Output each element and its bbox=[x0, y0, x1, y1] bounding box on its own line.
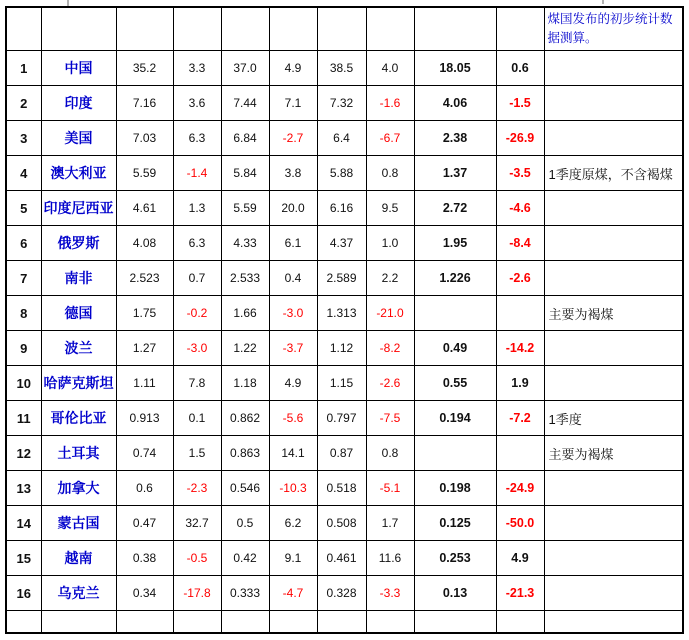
table-row bbox=[6, 51, 683, 86]
table-row bbox=[6, 401, 683, 436]
note-cell[interactable] bbox=[544, 51, 683, 86]
table-row bbox=[6, 471, 683, 506]
value-cell[interactable]: 0.6 bbox=[116, 471, 173, 506]
value-cell[interactable]: 4.61 bbox=[116, 191, 173, 226]
table-row bbox=[6, 296, 683, 331]
note-cell[interactable] bbox=[544, 471, 683, 506]
value-cell[interactable]: 35.2 bbox=[116, 51, 173, 86]
coal-production-table bbox=[5, 6, 684, 634]
value-cell[interactable]: -8.4 bbox=[496, 226, 544, 261]
note-cell[interactable] bbox=[544, 261, 683, 296]
value-cell[interactable]: 0.49 bbox=[414, 331, 496, 366]
value-cell[interactable]: 1.37 bbox=[414, 156, 496, 191]
table-row bbox=[6, 156, 683, 191]
value-cell[interactable]: 0.87 bbox=[317, 436, 366, 471]
note-cell[interactable] bbox=[544, 331, 683, 366]
note-cell[interactable] bbox=[544, 506, 683, 541]
value-cell[interactable]: 7.44 bbox=[221, 86, 269, 121]
value-cell[interactable]: 1.226 bbox=[414, 261, 496, 296]
value-cell[interactable]: 0.253 bbox=[414, 541, 496, 576]
table-body bbox=[6, 7, 683, 633]
country-cell[interactable]: 蒙古国 bbox=[41, 506, 116, 541]
header-cell[interactable] bbox=[221, 7, 269, 51]
value-cell[interactable]: 0.863 bbox=[221, 436, 269, 471]
value-cell[interactable]: 32.7 bbox=[173, 506, 221, 541]
row-index-cell[interactable]: 11 bbox=[6, 401, 41, 436]
value-cell[interactable]: 1.75 bbox=[116, 296, 173, 331]
value-cell[interactable]: -14.2 bbox=[496, 331, 544, 366]
value-cell[interactable]: -3.0 bbox=[173, 331, 221, 366]
value-cell[interactable]: 0.5 bbox=[221, 506, 269, 541]
value-cell[interactable]: 4.06 bbox=[414, 86, 496, 121]
header-note-cell[interactable]: 煤国发布的初步统计数据测算。 bbox=[544, 7, 683, 51]
empty-cell[interactable] bbox=[41, 611, 116, 633]
column-divider-artifact bbox=[602, 0, 604, 4]
value-cell[interactable]: 0.862 bbox=[221, 401, 269, 436]
value-cell[interactable]: 1.9 bbox=[496, 366, 544, 401]
value-cell[interactable]: 1.5 bbox=[173, 436, 221, 471]
country-cell[interactable]: 中国 bbox=[41, 51, 116, 86]
value-cell[interactable]: 0.6 bbox=[496, 51, 544, 86]
value-cell[interactable]: 4.9 bbox=[269, 366, 317, 401]
value-cell[interactable]: 0.47 bbox=[116, 506, 173, 541]
country-cell[interactable]: 加拿大 bbox=[41, 471, 116, 506]
country-cell[interactable]: 波兰 bbox=[41, 331, 116, 366]
header-cell[interactable] bbox=[269, 7, 317, 51]
note-cell[interactable] bbox=[544, 226, 683, 261]
country-cell[interactable]: 印度尼西亚 bbox=[41, 191, 116, 226]
table-row bbox=[6, 541, 683, 576]
country-cell[interactable]: 土耳其 bbox=[41, 436, 116, 471]
value-cell[interactable] bbox=[496, 296, 544, 331]
empty-cell[interactable] bbox=[173, 611, 221, 633]
value-cell[interactable]: 1.0 bbox=[366, 226, 414, 261]
country-cell[interactable]: 哈萨克斯坦 bbox=[41, 366, 116, 401]
value-cell[interactable]: 1.12 bbox=[317, 331, 366, 366]
header-cell[interactable] bbox=[173, 7, 221, 51]
value-cell[interactable]: 4.33 bbox=[221, 226, 269, 261]
country-cell[interactable]: 俄罗斯 bbox=[41, 226, 116, 261]
value-cell[interactable]: 14.1 bbox=[269, 436, 317, 471]
table-header-row bbox=[6, 7, 683, 51]
header-cell[interactable] bbox=[317, 7, 366, 51]
value-cell[interactable]: 4.08 bbox=[116, 226, 173, 261]
value-cell[interactable]: 0.333 bbox=[221, 576, 269, 611]
row-index-cell[interactable]: 6 bbox=[6, 226, 41, 261]
note-cell[interactable] bbox=[544, 541, 683, 576]
value-cell[interactable]: -10.3 bbox=[269, 471, 317, 506]
value-cell[interactable]: 1.7 bbox=[366, 506, 414, 541]
row-index-cell[interactable]: 3 bbox=[6, 121, 41, 156]
country-cell[interactable]: 澳大利亚 bbox=[41, 156, 116, 191]
value-cell[interactable]: 3.3 bbox=[173, 51, 221, 86]
value-cell[interactable]: 6.1 bbox=[269, 226, 317, 261]
value-cell[interactable]: 3.6 bbox=[173, 86, 221, 121]
value-cell[interactable]: 2.2 bbox=[366, 261, 414, 296]
value-cell[interactable]: -21.0 bbox=[366, 296, 414, 331]
value-cell[interactable]: 6.16 bbox=[317, 191, 366, 226]
value-cell[interactable]: 9.1 bbox=[269, 541, 317, 576]
value-cell[interactable]: 2.72 bbox=[414, 191, 496, 226]
note-cell[interactable] bbox=[544, 576, 683, 611]
value-cell[interactable]: -8.2 bbox=[366, 331, 414, 366]
value-cell[interactable]: -4.6 bbox=[496, 191, 544, 226]
value-cell[interactable]: 0.8 bbox=[366, 156, 414, 191]
empty-cell[interactable] bbox=[116, 611, 173, 633]
note-cell[interactable]: 主要为褐煤 bbox=[544, 436, 683, 471]
value-cell[interactable]: -26.9 bbox=[496, 121, 544, 156]
note-cell[interactable] bbox=[544, 86, 683, 121]
value-cell[interactable]: 0.194 bbox=[414, 401, 496, 436]
empty-cell[interactable] bbox=[366, 611, 414, 633]
header-cell[interactable] bbox=[116, 7, 173, 51]
value-cell[interactable]: 0.546 bbox=[221, 471, 269, 506]
value-cell[interactable]: 0.34 bbox=[116, 576, 173, 611]
value-cell[interactable]: 5.59 bbox=[221, 191, 269, 226]
value-cell[interactable]: 0.125 bbox=[414, 506, 496, 541]
row-index-cell[interactable]: 2 bbox=[6, 86, 41, 121]
value-cell[interactable]: 6.3 bbox=[173, 121, 221, 156]
value-cell[interactable]: -3.3 bbox=[366, 576, 414, 611]
value-cell[interactable]: 3.8 bbox=[269, 156, 317, 191]
value-cell[interactable]: 0.7 bbox=[173, 261, 221, 296]
value-cell[interactable]: 2.38 bbox=[414, 121, 496, 156]
value-cell[interactable]: 5.59 bbox=[116, 156, 173, 191]
value-cell[interactable]: 9.5 bbox=[366, 191, 414, 226]
table-row bbox=[6, 331, 683, 366]
value-cell[interactable]: 1.18 bbox=[221, 366, 269, 401]
row-index-cell[interactable]: 4 bbox=[6, 156, 41, 191]
value-cell[interactable]: -3.0 bbox=[269, 296, 317, 331]
value-cell[interactable]: 0.518 bbox=[317, 471, 366, 506]
value-cell[interactable]: 5.84 bbox=[221, 156, 269, 191]
country-cell[interactable]: 南非 bbox=[41, 261, 116, 296]
empty-cell[interactable] bbox=[496, 611, 544, 633]
value-cell[interactable]: 1.66 bbox=[221, 296, 269, 331]
note-cell[interactable] bbox=[544, 191, 683, 226]
header-cell[interactable] bbox=[414, 7, 496, 51]
value-cell[interactable]: -2.3 bbox=[173, 471, 221, 506]
value-cell[interactable]: 0.38 bbox=[116, 541, 173, 576]
row-index-cell[interactable]: 9 bbox=[6, 331, 41, 366]
table-row bbox=[6, 261, 683, 296]
row-index-cell[interactable]: 10 bbox=[6, 366, 41, 401]
value-cell[interactable]: -0.2 bbox=[173, 296, 221, 331]
value-cell[interactable]: 0.42 bbox=[221, 541, 269, 576]
value-cell[interactable]: 6.4 bbox=[317, 121, 366, 156]
value-cell[interactable]: 2.533 bbox=[221, 261, 269, 296]
value-cell[interactable]: 0.4 bbox=[269, 261, 317, 296]
value-cell[interactable]: 6.84 bbox=[221, 121, 269, 156]
value-cell[interactable]: -4.7 bbox=[269, 576, 317, 611]
empty-cell[interactable] bbox=[414, 611, 496, 633]
header-cell[interactable] bbox=[6, 7, 41, 51]
country-cell[interactable]: 美国 bbox=[41, 121, 116, 156]
country-cell[interactable]: 乌克兰 bbox=[41, 576, 116, 611]
value-cell[interactable]: 2.589 bbox=[317, 261, 366, 296]
partial-empty-row bbox=[6, 611, 683, 633]
note-cell[interactable]: 主要为褐煤 bbox=[544, 296, 683, 331]
note-cell[interactable]: 1季度 bbox=[544, 401, 683, 436]
empty-cell[interactable] bbox=[221, 611, 269, 633]
value-cell[interactable]: 0.461 bbox=[317, 541, 366, 576]
value-cell[interactable]: 7.8 bbox=[173, 366, 221, 401]
value-cell[interactable]: 38.5 bbox=[317, 51, 366, 86]
header-cell[interactable] bbox=[41, 7, 116, 51]
value-cell[interactable]: 4.9 bbox=[496, 541, 544, 576]
value-cell[interactable]: 6.3 bbox=[173, 226, 221, 261]
value-cell[interactable]: -7.5 bbox=[366, 401, 414, 436]
note-cell[interactable] bbox=[544, 366, 683, 401]
value-cell[interactable]: 1.11 bbox=[116, 366, 173, 401]
note-cell[interactable] bbox=[544, 121, 683, 156]
value-cell[interactable]: 7.16 bbox=[116, 86, 173, 121]
value-cell[interactable]: -3.5 bbox=[496, 156, 544, 191]
value-cell[interactable]: 0.913 bbox=[116, 401, 173, 436]
value-cell[interactable]: 0.198 bbox=[414, 471, 496, 506]
value-cell[interactable]: 0.13 bbox=[414, 576, 496, 611]
row-index-cell[interactable]: 8 bbox=[6, 296, 41, 331]
value-cell[interactable]: 1.15 bbox=[317, 366, 366, 401]
table-row bbox=[6, 366, 683, 401]
row-index-cell[interactable]: 14 bbox=[6, 506, 41, 541]
value-cell[interactable]: 1.313 bbox=[317, 296, 366, 331]
note-cell[interactable]: 1季度原煤，不含褐煤 bbox=[544, 156, 683, 191]
value-cell[interactable]: -1.6 bbox=[366, 86, 414, 121]
value-cell[interactable]: -5.6 bbox=[269, 401, 317, 436]
country-cell[interactable]: 印度 bbox=[41, 86, 116, 121]
value-cell[interactable]: -24.9 bbox=[496, 471, 544, 506]
value-cell[interactable]: -17.8 bbox=[173, 576, 221, 611]
value-cell[interactable]: 0.797 bbox=[317, 401, 366, 436]
value-cell[interactable]: 7.32 bbox=[317, 86, 366, 121]
value-cell[interactable]: 18.05 bbox=[414, 51, 496, 86]
value-cell[interactable]: 11.6 bbox=[366, 541, 414, 576]
table-row bbox=[6, 86, 683, 121]
row-index-cell[interactable]: 13 bbox=[6, 471, 41, 506]
value-cell[interactable]: 7.03 bbox=[116, 121, 173, 156]
value-cell[interactable] bbox=[496, 436, 544, 471]
value-cell[interactable]: 0.55 bbox=[414, 366, 496, 401]
value-cell[interactable] bbox=[414, 296, 496, 331]
country-cell[interactable]: 越南 bbox=[41, 541, 116, 576]
row-index-cell[interactable]: 1 bbox=[6, 51, 41, 86]
empty-cell[interactable] bbox=[6, 611, 41, 633]
value-cell[interactable]: 1.22 bbox=[221, 331, 269, 366]
table-row bbox=[6, 436, 683, 471]
value-cell[interactable]: -2.6 bbox=[496, 261, 544, 296]
value-cell[interactable]: 0.508 bbox=[317, 506, 366, 541]
value-cell[interactable]: 7.1 bbox=[269, 86, 317, 121]
country-cell[interactable]: 哥伦比亚 bbox=[41, 401, 116, 436]
empty-cell[interactable] bbox=[317, 611, 366, 633]
value-cell[interactable]: 0.74 bbox=[116, 436, 173, 471]
table-row bbox=[6, 576, 683, 611]
empty-cell[interactable] bbox=[544, 611, 683, 633]
value-cell[interactable]: -1.5 bbox=[496, 86, 544, 121]
table-row bbox=[6, 226, 683, 261]
table-row bbox=[6, 506, 683, 541]
value-cell[interactable]: -7.2 bbox=[496, 401, 544, 436]
value-cell[interactable]: -1.4 bbox=[173, 156, 221, 191]
value-cell[interactable]: 0.1 bbox=[173, 401, 221, 436]
value-cell[interactable]: -2.7 bbox=[269, 121, 317, 156]
row-index-cell[interactable]: 15 bbox=[6, 541, 41, 576]
value-cell[interactable]: 2.523 bbox=[116, 261, 173, 296]
table-row bbox=[6, 121, 683, 156]
value-cell[interactable]: 6.2 bbox=[269, 506, 317, 541]
header-cell[interactable] bbox=[366, 7, 414, 51]
value-cell[interactable]: 1.27 bbox=[116, 331, 173, 366]
value-cell[interactable]: -2.6 bbox=[366, 366, 414, 401]
row-index-cell[interactable]: 7 bbox=[6, 261, 41, 296]
value-cell[interactable] bbox=[414, 436, 496, 471]
value-cell[interactable]: 1.3 bbox=[173, 191, 221, 226]
row-index-cell[interactable]: 5 bbox=[6, 191, 41, 226]
value-cell[interactable]: -5.1 bbox=[366, 471, 414, 506]
value-cell[interactable]: 1.95 bbox=[414, 226, 496, 261]
empty-cell[interactable] bbox=[269, 611, 317, 633]
value-cell[interactable]: 4.37 bbox=[317, 226, 366, 261]
value-cell[interactable]: -50.0 bbox=[496, 506, 544, 541]
row-index-cell[interactable]: 12 bbox=[6, 436, 41, 471]
value-cell[interactable]: -6.7 bbox=[366, 121, 414, 156]
value-cell[interactable]: -21.3 bbox=[496, 576, 544, 611]
value-cell[interactable]: -3.7 bbox=[269, 331, 317, 366]
value-cell[interactable]: 0.328 bbox=[317, 576, 366, 611]
value-cell[interactable]: 4.0 bbox=[366, 51, 414, 86]
value-cell[interactable]: 37.0 bbox=[221, 51, 269, 86]
value-cell[interactable]: 4.9 bbox=[269, 51, 317, 86]
value-cell[interactable]: 5.88 bbox=[317, 156, 366, 191]
value-cell[interactable]: 20.0 bbox=[269, 191, 317, 226]
country-cell[interactable]: 德国 bbox=[41, 296, 116, 331]
table-row bbox=[6, 191, 683, 226]
row-index-cell[interactable]: 16 bbox=[6, 576, 41, 611]
header-cell[interactable] bbox=[496, 7, 544, 51]
value-cell[interactable]: -0.5 bbox=[173, 541, 221, 576]
value-cell[interactable]: 0.8 bbox=[366, 436, 414, 471]
